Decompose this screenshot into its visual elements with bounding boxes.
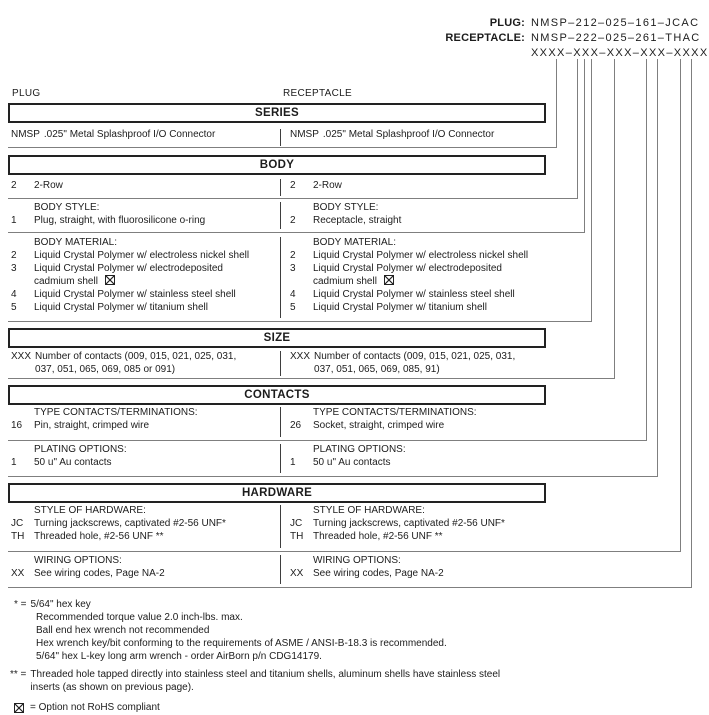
option-item <box>281 249 546 262</box>
option-item <box>8 262 276 288</box>
option-text: 50 u" Au contacts <box>34 457 112 468</box>
option-item <box>8 249 276 262</box>
receptacle-part-number-value: NMSP–222–025–261–THAC <box>531 32 701 44</box>
option-text: 50 u" Au contacts <box>313 457 391 468</box>
option-code: 4 <box>11 289 17 300</box>
option-group-label: BODY STYLE: <box>34 202 100 213</box>
footnote-star-line: Ball end hex wrench not recommended <box>36 625 210 636</box>
option-code: JC <box>11 518 24 529</box>
option-item <box>281 567 546 580</box>
size-row-left-cell <box>8 350 276 376</box>
option-item <box>8 179 276 192</box>
section-header-size: SIZE <box>8 328 546 348</box>
option-text: See wiring codes, Page NA-2 <box>34 568 165 579</box>
option-code: 3 <box>11 263 17 274</box>
option-code: XXX <box>11 351 32 362</box>
option-group-label: WIRING OPTIONS: <box>313 555 401 566</box>
receptacle-column-header: RECEPTACLE <box>283 88 352 99</box>
body-material-left-cell <box>8 236 276 314</box>
plating-left-cell <box>8 443 276 469</box>
body-style-left-cell <box>8 201 276 227</box>
contact-type-right-cell <box>281 406 546 432</box>
option-text: 2-Row <box>34 180 63 191</box>
footnote-rohs <box>10 701 702 714</box>
receptacle-part-number-label: RECEPTACLE: <box>445 32 525 44</box>
body-rows-left-cell <box>8 179 276 192</box>
option-text: .025" Metal Splashproof I/O Connector <box>43 129 216 140</box>
option-item <box>281 301 546 314</box>
option-text: Turning jackscrews, captivated #2-56 UNF* <box>34 518 226 529</box>
option-code: NMSP <box>290 129 319 140</box>
option-code: 5 <box>11 302 17 313</box>
option-text: Liquid Crystal Polymer w/ stainless steel shell <box>34 289 236 300</box>
plug-column-header: PLUG <box>12 88 41 99</box>
option-item <box>281 517 546 530</box>
option-text: Liquid Crystal Polymer w/ stainless steel shell <box>313 289 515 300</box>
option-text: Number of contacts (009, 015, 021, 025, 031, 037, 051, 065, 069, 085 or 091) <box>35 351 237 375</box>
option-text: Liquid Crystal Polymer w/ titanium shell <box>34 302 208 313</box>
option-text: Liquid Crystal Polymer w/ electrodeposited cadmium shell <box>313 263 502 287</box>
option-text: Threaded hole, #2-56 UNF ** <box>34 531 164 542</box>
wiring-right-cell <box>281 554 546 580</box>
option-text: Pin, straight, crimped wire <box>34 420 150 431</box>
contact-type-left-cell <box>8 406 276 432</box>
series-row-left-cell <box>8 128 276 141</box>
option-item <box>8 214 276 227</box>
option-item <box>281 288 546 301</box>
option-text: Turning jackscrews, captivated #2-56 UNF* <box>313 518 505 529</box>
option-group-label: STYLE OF HARDWARE: <box>34 505 146 516</box>
option-group-label: BODY STYLE: <box>313 202 379 213</box>
series-row-right-cell <box>281 128 546 141</box>
rohs-x-icon <box>14 703 24 713</box>
option-text: Liquid Crystal Polymer w/ titanium shell <box>313 302 487 313</box>
footnote-double-star <box>10 668 702 694</box>
option-item <box>8 288 276 301</box>
option-item <box>281 262 546 288</box>
option-item <box>8 517 276 530</box>
footnote-star-text: 5/64" hex key <box>30 599 91 610</box>
option-code: 2 <box>290 250 296 261</box>
option-code: 16 <box>11 420 23 431</box>
plug-part-number-value: NMSP–212–025–161–JCAC <box>531 17 700 29</box>
option-item <box>8 128 276 141</box>
footnote-star-line: Hex wrench key/bit conforming to the requirements of ASME / ANSI-B-18.3 is recommended. <box>36 638 447 649</box>
option-item <box>8 301 276 314</box>
footnotes <box>10 598 702 714</box>
hardware-style-right-cell <box>281 504 546 543</box>
section-header-body: BODY <box>8 155 546 175</box>
rohs-x-icon <box>105 275 115 285</box>
option-group-label: TYPE CONTACTS/TERMINATIONS: <box>313 407 477 418</box>
body-style-right-cell <box>281 201 546 227</box>
option-code: 2 <box>290 180 296 191</box>
footnote-star-symbol: * = <box>14 599 27 610</box>
hardware-style-left-cell <box>8 504 276 543</box>
option-code: XX <box>11 568 25 579</box>
option-item <box>8 567 276 580</box>
wiring-left-cell <box>8 554 276 580</box>
option-text: Socket, straight, crimped wire <box>313 420 445 431</box>
option-item <box>281 179 546 192</box>
option-item <box>281 128 546 141</box>
option-group-label: PLATING OPTIONS: <box>313 444 406 455</box>
option-group-label: TYPE CONTACTS/TERMINATIONS: <box>34 407 198 418</box>
footnote-star-line: 5/64" hex L-key long arm wrench - order AirBorn p/n CDG14179. <box>36 651 322 662</box>
option-text: .025" Metal Splashproof I/O Connector <box>322 129 495 140</box>
option-group-label: BODY MATERIAL: <box>313 237 396 248</box>
option-code: 3 <box>290 263 296 274</box>
option-item <box>281 456 546 469</box>
option-code: 2 <box>11 250 17 261</box>
option-code: 2 <box>290 215 296 226</box>
option-text: Liquid Crystal Polymer w/ electrodeposited cadmium shell <box>34 263 223 287</box>
option-code: 1 <box>290 457 296 468</box>
option-code: 26 <box>290 420 302 431</box>
option-code: NMSP <box>11 129 40 140</box>
section-header-series: SERIES <box>8 103 546 123</box>
option-item <box>281 214 546 227</box>
option-code: XXX <box>290 351 311 362</box>
footnote-star-line: Recommended torque value 2.0 inch-lbs. max. <box>36 612 243 623</box>
footnote-star <box>10 598 702 663</box>
section-header-contacts: CONTACTS <box>8 385 546 405</box>
option-code: 4 <box>290 289 296 300</box>
footnote-double-star-symbol: ** = <box>10 669 27 680</box>
option-code: TH <box>290 531 304 542</box>
option-code: 2 <box>11 180 17 191</box>
option-text: Number of contacts (009, 015, 021, 025, 031, 037, 051, 065, 069, 085, 91) <box>314 351 516 375</box>
option-text: Plug, straight, with fluorosilicone o-ring <box>34 215 206 226</box>
option-code: 1 <box>11 215 17 226</box>
option-code: JC <box>290 518 303 529</box>
option-group-label: WIRING OPTIONS: <box>34 555 122 566</box>
option-code: 5 <box>290 302 296 313</box>
option-group-label: BODY MATERIAL: <box>34 237 117 248</box>
rohs-x-icon <box>384 275 394 285</box>
option-item <box>281 530 546 543</box>
option-item <box>8 456 276 469</box>
footnote-double-star-text: Threaded hole tapped directly into stainless steel and titanium shells, aluminum shells have stainless steel inserts (as shown on previous page). <box>30 669 501 693</box>
option-text: 2-Row <box>313 180 342 191</box>
part-number-wildcard: XXXX–XXX–XXX–XXX–XXXX <box>531 47 709 59</box>
plating-right-cell <box>281 443 546 469</box>
option-item <box>8 350 276 376</box>
option-text: Receptacle, straight <box>313 215 402 226</box>
option-text: Liquid Crystal Polymer w/ electroless nickel shell <box>313 250 529 261</box>
option-code: XX <box>290 568 304 579</box>
footnote-rohs-text: = Option not RoHS compliant <box>30 702 160 713</box>
option-text: See wiring codes, Page NA-2 <box>313 568 444 579</box>
option-text: Liquid Crystal Polymer w/ electroless nickel shell <box>34 250 250 261</box>
option-text: Threaded hole, #2-56 UNF ** <box>313 531 443 542</box>
plug-part-number-label: PLUG: <box>489 17 525 29</box>
option-code: 1 <box>11 457 17 468</box>
body-rows-right-cell <box>281 179 546 192</box>
option-code: TH <box>11 531 25 542</box>
option-item <box>281 419 546 432</box>
body-material-right-cell <box>281 236 546 314</box>
size-row-right-cell <box>281 350 546 376</box>
section-header-hardware: HARDWARE <box>8 483 546 503</box>
option-item <box>281 350 546 376</box>
option-item <box>8 419 276 432</box>
option-group-label: STYLE OF HARDWARE: <box>313 505 425 516</box>
option-group-label: PLATING OPTIONS: <box>34 444 127 455</box>
option-item <box>8 530 276 543</box>
